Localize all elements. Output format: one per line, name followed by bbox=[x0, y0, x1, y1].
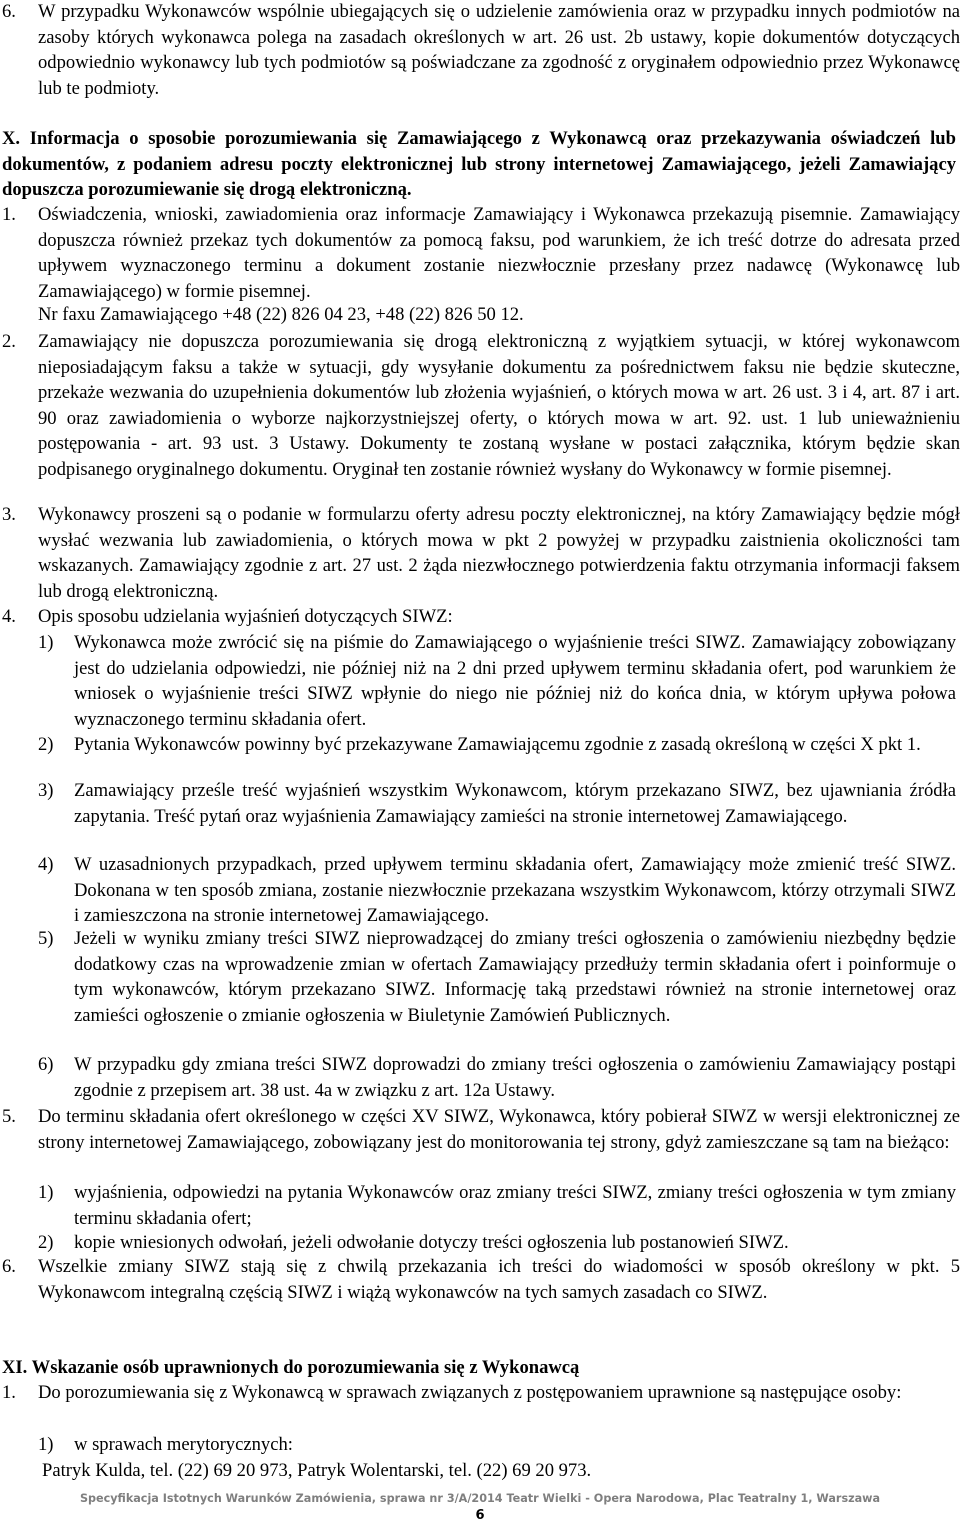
x-item-6 bbox=[0, 1254, 960, 1305]
item-number: 5. bbox=[2, 1106, 16, 1127]
item-number: 6. bbox=[2, 1256, 16, 1277]
x4-subitem-2 bbox=[0, 732, 956, 758]
fax-numbers: Nr faxu Zamawiającego +48 (22) 826 04 23, +48 (22) 826 50 12. bbox=[38, 304, 524, 325]
x5-subitem-1 bbox=[0, 1180, 956, 1231]
subitem-number: 1) bbox=[38, 1182, 54, 1203]
x4-subitem-1 bbox=[0, 630, 956, 732]
item-number: 3. bbox=[2, 504, 16, 525]
subitem-number: 2) bbox=[38, 1232, 54, 1253]
item-text: Zamawiający nie dopuszcza porozumiewania się drogą elektroniczną z wyjątkiem sytuacji, w której wykonawcom nieposiadającym faksu a także w sytuacji, gdy wysyłanie dokumentu za pośrednictwem faksu nie będzie skuteczne, przekaże wezwania do uzupełnienia dokumentów lub złożenia wyjaśnień, o których mowa w art. 26 ust. 3 i 4, art. 87 i art. 90 oraz zawiadomienia o wyborze najkorzystniejszej oferty, o których mowa w art. 92. ust. 1 lub unieważnieniu postępowania - art. 93 ust. 3 Ustawy. Dokumenty te zostaną wysłane w postaci załącznika, którym będzie skan podpisanego oryginalnego dokumentu. Oryginał ten zostanie również wysłany do Wykonawcy w formie pisemnej. bbox=[38, 331, 960, 480]
subitem-text: wyjaśnienia, odpowiedzi na pytania Wykonawców oraz zmiany treści SIWZ, zmiany treści ogłoszenia w tym zmiany terminu składania ofert; bbox=[74, 1182, 956, 1229]
subitem-text: W przypadku gdy zmiana treści SIWZ doprowadzi do zmiany treści ogłoszenia o zamówieniu Zamawiający postąpi zgodnie z przepisem art. 38 ust. 4a w związku z art. 12a Ustawy. bbox=[74, 1054, 956, 1101]
item-text: Oświadczenia, wnioski, zawiadomienia oraz informacje Zamawiający i Wykonawca przekazują pisemnie. Zamawiający dopuszcza również przekaz tych dokumentów za pomocą faksu, pod warunkiem, że ich treść dotrze do adresata przed upływem wyznaczonego terminu a dokument zostanie niezwłocznie przesłany przez nadawcę (Wykonawcę lub Zamawiającego) w formie pisemnej. bbox=[38, 204, 960, 302]
x5-subitem-2 bbox=[0, 1230, 956, 1256]
x4-subitem-4 bbox=[0, 852, 956, 929]
section-x-heading: X. Informacja o sposobie porozumiewania się Zamawiającego z Wykonawcą oraz przekazywania oświadczeń lub dokumentów, z podaniem adresu poczty elektronicznej lub strony internetowej Zamawiającego, jeżeli Zamawiający dopuszcza porozumiewanie się drogą elektroniczną. bbox=[2, 128, 956, 201]
item-number: 1. bbox=[2, 1382, 16, 1403]
item-number: 4. bbox=[2, 606, 16, 627]
subitem-text: Zamawiający prześle treść wyjaśnień wszystkim Wykonawcom, którym przekazano SIWZ, bez ujawniania źródła zapytania. Treść pytań oraz wyjaśnienia Zamawiający zamieści na stronie internetowej Zamawiającego. bbox=[74, 780, 956, 827]
item-text: Do porozumiewania się z Wykonawcą w sprawach związanych z postępowaniem uprawnione są następujące osoby: bbox=[38, 1382, 902, 1403]
subitem-number: 1) bbox=[38, 1434, 54, 1455]
subitem-text: Pytania Wykonawców powinny być przekazywane Zamawiającemu zgodnie z zasadą określoną w części X pkt 1. bbox=[74, 734, 921, 755]
subitem-text: W uzasadnionych przypadkach, przed upływem terminu składania ofert, Zamawiający może zmienić treść SIWZ. Dokonana w ten sposób zmiana, zostanie niezwłocznie przekazana wszystkim Wykonawcom, którzy otrzymali SIWZ i zamieszczona na stronie internetowej Zamawiającego. bbox=[74, 854, 956, 927]
item-text: Wszelkie zmiany SIWZ stają się z chwilą przekazania ich treści do wiadomości w sposób określony w pkt. 5 Wykonawcom integralną częścią SIWZ i wiążą wykonawców na tych samych zasadach co SIWZ. bbox=[38, 1256, 960, 1303]
item-text: Wykonawcy proszeni są o podanie w formularzu oferty adresu poczty elektronicznej, na który Zamawiający będzie mógł wysłać wezwania lub zawiadomienia, o których mowa w pkt 2 powyżej w przypadku zaistnienia okoliczności tam wskazanych. Zamawiający zgodnie z art. 27 ust. 2 żąda niezwłocznego potwierdzenia faktu otrzymania informacji faksem lub drogą elektroniczną. bbox=[38, 504, 960, 602]
x4-subitem-6 bbox=[0, 1052, 956, 1103]
x4-subitem-3 bbox=[0, 778, 956, 829]
subitem-text: Wykonawca może zwrócić się na piśmie do Zamawiającego o wyjaśnienie treści SIWZ. Zamawiający zobowiązany jest do udzielania odpowiedzi, nie później niż na 2 dni przed upływem terminu składania ofert, pod warunkiem że wniosek o wyjaśnienie treści SIWZ wpłynie do niego nie później niż do końca dnia, w którym upływa połowa wyznaczonego terminu składania ofert. bbox=[74, 632, 956, 730]
x-item-4 bbox=[0, 604, 960, 630]
x-item-1 bbox=[0, 202, 960, 304]
page-number: 6 bbox=[475, 1508, 485, 1523]
item-number: 2. bbox=[2, 331, 16, 352]
contact-persons: Patryk Kulda, tel. (22) 69 20 973, Patryk Wolentarski, tel. (22) 69 20 973. bbox=[42, 1460, 592, 1481]
subitem-text: Jeżeli w wyniku zmiany treści SIWZ nieprowadzącej do zmiany treści ogłoszenia o zamówieniu niezbędny będzie dodatkowy czas na wprowadzenie zmian w ofertach Zamawiający przedłuży termin składania ofert i poinformuje o tym wykonawców, którym przekazano SIWZ. Informację taką przedstawi również na stronie internetowej oraz zamieści ogłoszenie o zmianie ogłoszenia w Biuletynie Zamówień Publicznych. bbox=[74, 928, 956, 1026]
subitem-number: 5) bbox=[38, 928, 54, 949]
subitem-number: 6) bbox=[38, 1054, 54, 1075]
x-item-5 bbox=[0, 1104, 960, 1155]
item-text: Do terminu składania ofert określonego w części XV SIWZ, Wykonawca, który pobierał SIWZ w wersji elektronicznej ze strony internetowej Zamawiającego, zobowiązany jest do monitorowania tej strony, gdyż zamieszczane są tam na bieżąco: bbox=[38, 1106, 960, 1153]
item-text: Opis sposobu udzielania wyjaśnień dotyczących SIWZ: bbox=[38, 606, 453, 627]
x-item-2 bbox=[0, 329, 960, 483]
x4-subitem-5 bbox=[0, 926, 956, 1028]
subitem-text: kopie wniesionych odwołań, jeżeli odwołanie dotyczy treści ogłoszenia lub postanowień SIWZ. bbox=[74, 1232, 789, 1253]
subitem-number: 1) bbox=[38, 632, 54, 653]
item-number: 6. bbox=[2, 1, 16, 22]
subitem-text: w sprawach merytorycznych: bbox=[74, 1434, 293, 1455]
item-number: 1. bbox=[2, 204, 16, 225]
section-xi-heading: XI. Wskazanie osób uprawnionych do porozumiewania się z Wykonawcą bbox=[2, 1357, 580, 1378]
footer-text: Specyfikacja Istotnych Warunków Zamówienia, sprawa nr 3/A/2014 Teatr Wielki - Opera Narodowa, Plac Teatralny 1, Warszawa bbox=[79, 1492, 881, 1505]
section-6-item bbox=[0, 0, 960, 101]
subitem-number: 3) bbox=[38, 780, 54, 801]
xi-item-1 bbox=[0, 1380, 960, 1406]
item-text: W przypadku Wykonawców wspólnie ubiegających się o udzielenie zamówienia oraz w przypadku innych podmiotów na zasoby których wykonawca polega na zasadach określonych w art. 26 ust. 2b ustawy, kopie dokumentów dotyczących odpowiednio wykonawcy lub tych podmiotów są poświadczane za zgodność z oryginałem odpowiednio przez Wykonawcę lub te podmioty. bbox=[38, 1, 960, 99]
xi-subitem-1 bbox=[0, 1432, 956, 1458]
subitem-number: 4) bbox=[38, 854, 54, 875]
subitem-number: 2) bbox=[38, 734, 54, 755]
x-item-3 bbox=[0, 502, 960, 604]
